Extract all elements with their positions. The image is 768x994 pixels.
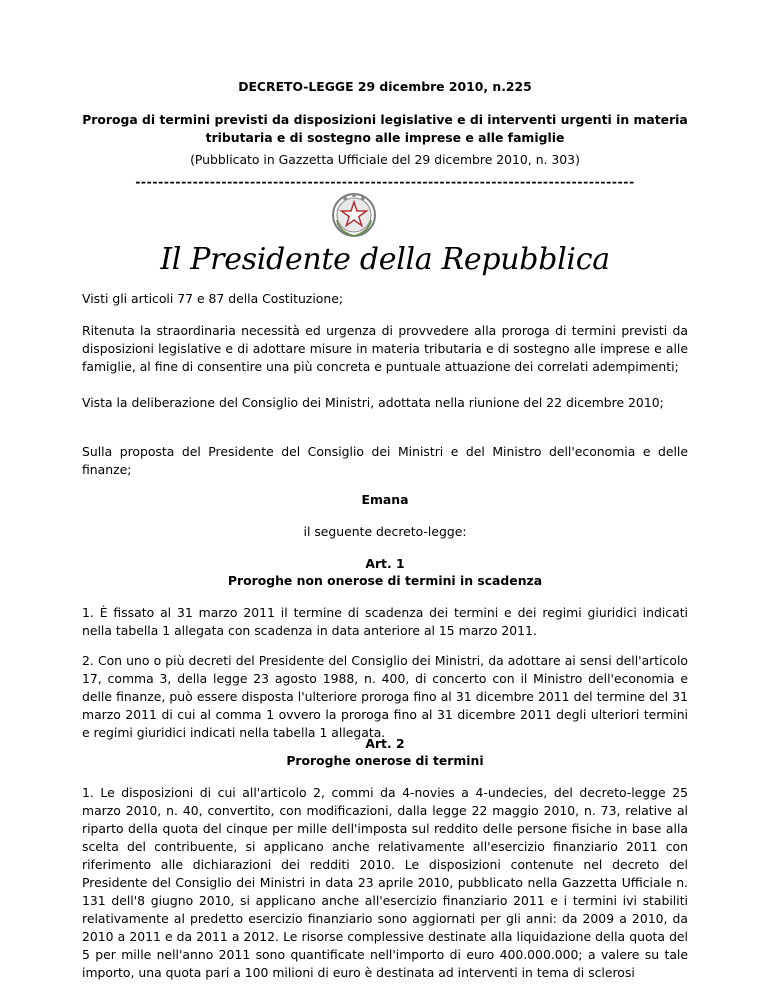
art2-number: Art. 2 — [365, 736, 405, 751]
art1-heading: Proroghe non onerose di termini in scadenza — [227, 573, 543, 588]
art1-number: Art. 1 — [365, 556, 405, 571]
decree-subtitle: Proroga di termini previsti da disposizioni legislative e di interventi urgenti in materia tributaria e di sostegno alle imprese e alle famiglie — [82, 112, 688, 145]
art2-paragraph-1: 1. Le disposizioni di cui all'articolo 2, commi da 4-novies a 4-undecies, del decreto-legge 25 marzo 2010, n. 40, convertito, con modificazioni, dalla legge 22 maggio 2010, n. 73, relative al riparto della quota del cinque per mille dell'imposta sul reddito delle persone fisiche in base alla scelta del contribuente, si applicano anche relativamente all'esercizio finanziario 2011 con riferimento alle dichiarazioni dei redditi 2010. Le disposizioni contenute nel decreto del Presidente del Consiglio dei Ministri in data 23 aprile 2010, pubblicato nella Gazzetta Ufficiale n. 131 dell'8 giugno 2010, si applicano anche all'esercizio finanziario 2011 e i termini ivi stabiliti relativamente al predetto esercizio finanziario sono aggiornati per gli anni: da 2009 a 2010, da 2010 a 2011 e da 2011 a 2012. Le risorse complessive destinate alla liquidazione della quota del 5 per mille nell'anno 2011 sono quantificate nell'importo di euro 400.000.000; a valere su tale importo, una quota pari a 100 milioni di euro è destinata ad interventi in tema di sclerosi — [82, 785, 688, 980]
emana-heading: Emana — [361, 492, 409, 507]
publication-note: (Pubblicato in Gazzetta Ufficiale del 29 dicembre 2010, n. 303) — [190, 152, 580, 167]
document-page — [82, 0, 688, 994]
art2-heading: Proroghe onerose di termini — [286, 753, 484, 768]
republic-emblem-icon — [329, 190, 379, 240]
visti-paragraph: Visti gli articoli 77 e 87 della Costituzione; — [82, 291, 343, 306]
art1-paragraph-2: 2. Con uno o più decreti del Presidente del Consiglio dei Ministri, da adottare ai sensi dell'articolo 17, comma 3, della legge 23 agosto 1988, n. 400, di concerto con il Ministro dell'economia e delle finanze, può essere disposta l'ulteriore proroga fino al 31 dicembre 2011 del termine del 31 marzo 2011 di cui al comma 1 ovvero la proroga fino al 31 dicembre 2011 degli ulteriori termini e regimi giuridici indicati nella tabella 1 allegata. — [82, 653, 688, 740]
vista-paragraph: Vista la deliberazione del Consiglio dei Ministri, adottata nella riunione del 22 dicembre 2010; — [82, 395, 664, 410]
president-heading: Il Presidente della Repubblica — [160, 242, 610, 277]
dashed-divider: --------------------------------------------------------------------------------------- — [135, 174, 635, 189]
seguente-line: il seguente decreto-legge: — [303, 524, 467, 539]
ritenuta-paragraph: Ritenuta la straordinaria necessità ed urgenza di provvedere alla proroga di termini previsti da disposizioni legislative e di adottare misure in materia tributaria e di sostegno alle imprese e alle famiglie, al fine di consentire una più concreta e puntuale attuazione dei correlati adempimenti; — [82, 323, 688, 374]
decree-title: DECRETO-LEGGE 29 dicembre 2010, n.225 — [238, 79, 532, 94]
art1-paragraph-1: 1. È fissato al 31 marzo 2011 il termine di scadenza dei termini e dei regimi giuridici indicati nella tabella 1 allegata con scadenza in data anteriore al 15 marzo 2011. — [82, 605, 688, 638]
sulla-paragraph: Sulla proposta del Presidente del Consiglio dei Ministri e del Ministro dell'economia e delle finanze; — [82, 444, 688, 477]
